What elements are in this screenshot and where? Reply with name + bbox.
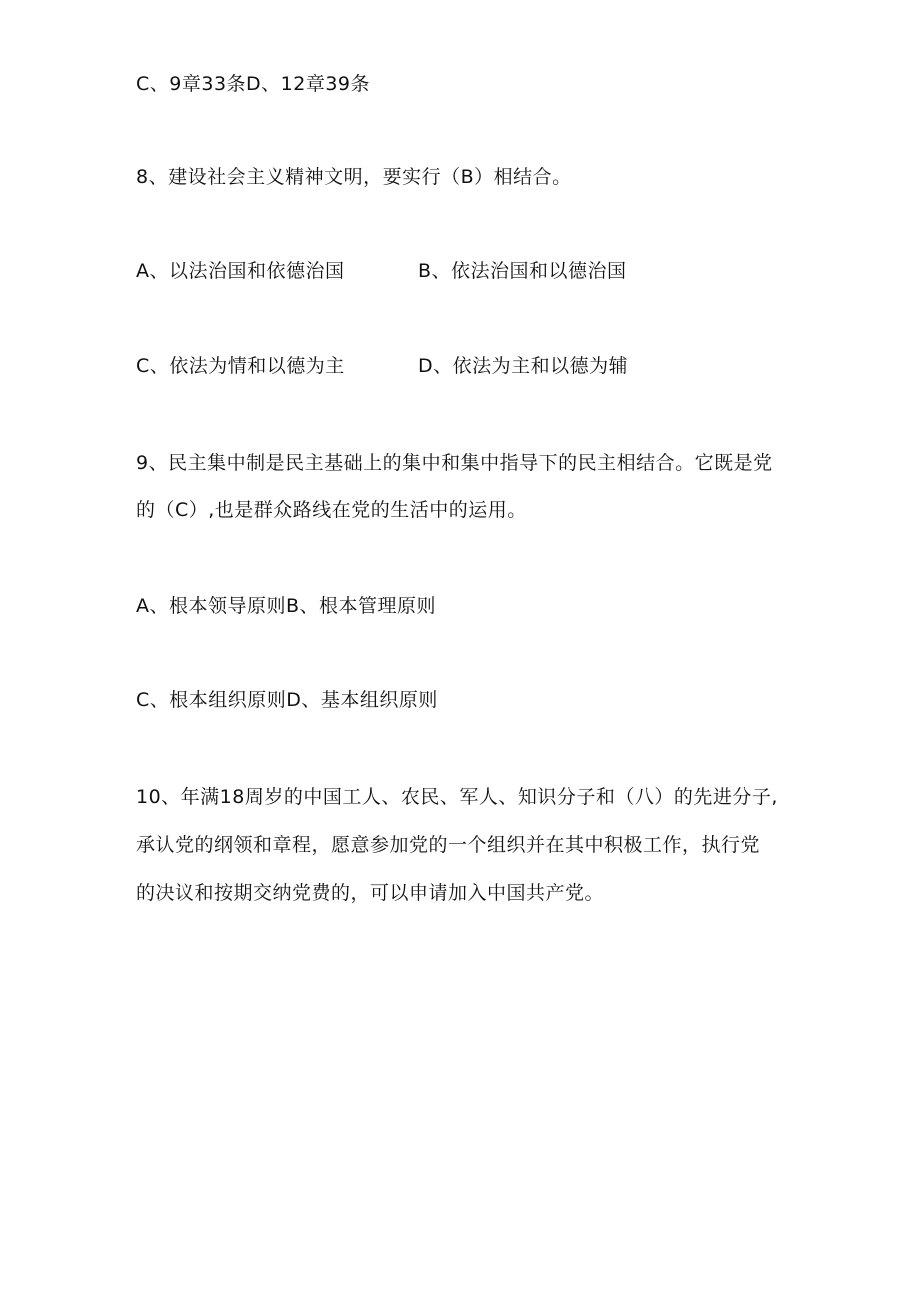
q8-option-a: A、以法治国和依德治国	[136, 260, 345, 282]
q8-option-c: C、依法为情和以德为主	[136, 355, 345, 377]
q9-question-line2: 的（C）,也是群众路线在党的生活中的运用。	[136, 499, 527, 521]
q9-question-line1: 9、民主集中制是民主基础上的集中和集中指导下的民主相结合。它既是党	[136, 452, 773, 474]
q8-option-b: B、依法治国和以德治国	[418, 260, 627, 282]
q9-options-ab: A、根本领导原则B、根本管理原则	[136, 595, 437, 617]
q8-question: 8、建设社会主义精神文明，要实行（B）相结合。	[136, 166, 572, 188]
q10-question-line1: 10、年满18周岁的中国工人、农民、军人、知识分子和（八）的先进分子,	[136, 786, 778, 808]
q7-options-cd: C、9章33条D、12章39条	[136, 73, 371, 95]
q10-question-line2: 承认党的纲领和章程，愿意参加党的一个组织并在其中积极工作，执行党	[136, 834, 761, 856]
q8-option-d: D、依法为主和以德为辅	[418, 355, 629, 377]
q10-question-line3: 的决议和按期交纳党费的，可以申请加入中国共产党。	[136, 882, 605, 904]
q9-options-cd: C、根本组织原则D、基本组织原则	[136, 689, 438, 711]
